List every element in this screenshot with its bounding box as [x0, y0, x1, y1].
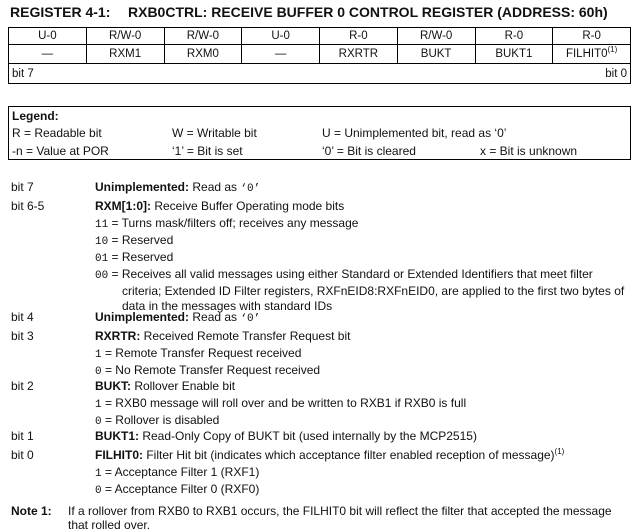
access-cell: U-0 — [9, 28, 87, 45]
option-item — [95, 396, 630, 413]
access-cell: R-0 — [320, 28, 398, 45]
legend-por: -n = Value at POR — [12, 144, 109, 158]
register-title-text: RXB0CTRL: RECEIVE BUFFER 0 CONTROL REGISTER (ADDRESS: 60h) — [128, 4, 608, 20]
option-code: 1 — [95, 399, 102, 411]
bit-desc — [95, 379, 630, 393]
filhit0-name: FILHIT0 — [565, 48, 608, 60]
option-text: = Turns mask/filters off; receives any message — [111, 216, 359, 230]
option-text: = Rollover is disabled — [104, 413, 220, 427]
option-code: 0 — [95, 485, 102, 497]
option-code: 00 — [95, 270, 109, 282]
legend-title: Legend: — [12, 109, 59, 123]
option-text: = Remote Transfer Request received — [104, 346, 302, 360]
bit-desc-text: Receive Buffer Operating mode bits — [154, 199, 345, 213]
option-text: = Reserved — [111, 250, 174, 264]
bit-desc-text: Read as — [192, 180, 238, 194]
bit-name-cell: RXRTR — [320, 45, 398, 64]
footnote-ref: (1) — [607, 45, 618, 55]
option-item — [95, 267, 630, 314]
bit-read-value: ‘0’ — [240, 183, 261, 195]
option-code: 0 — [95, 366, 102, 378]
bit-desc-text: Filter Hit bit (indicates which acceptance filter enabled reception of message) — [146, 448, 555, 462]
option-text: = No Remote Transfer Request received — [104, 363, 321, 377]
register-title — [10, 4, 630, 20]
bit-name-cell: RXM0 — [164, 45, 242, 64]
register-number: REGISTER 4-1: — [10, 4, 111, 20]
bit-name-cell: RXM1 — [86, 45, 164, 64]
bit-field-name: Unimplemented: — [95, 180, 190, 194]
bit-options — [95, 346, 630, 380]
bit-desc — [95, 429, 630, 443]
bit-label: bit 7 — [11, 180, 34, 194]
bit-label: bit 0 — [11, 448, 34, 462]
bit-field-name: BUKT1: — [95, 429, 139, 443]
bit-field-name: FILHIT0: — [95, 448, 143, 462]
bit-label: bit 3 — [11, 329, 34, 343]
legend-unimplemented: U = Unimplemented bit, read as ‘0’ — [322, 126, 507, 140]
legend-cleared: ‘0’ = Bit is cleared — [322, 144, 416, 158]
bit-desc — [95, 199, 630, 213]
bit-read-value: ‘0’ — [240, 313, 261, 325]
option-item — [95, 233, 630, 250]
option-text: = RXB0 message will roll over and be written to RXB1 if RXB0 is full — [104, 396, 467, 410]
option-text: = Acceptance Filter 1 (RXF1) — [104, 465, 260, 479]
bit-label: bit 6-5 — [11, 199, 45, 213]
option-text: = Reserved — [111, 233, 174, 247]
note-text: If a rollover from RXB0 to RXB1 occurs, the FILHIT0 bit will reflect the filter that accepted the message that rolled over. — [68, 504, 612, 532]
bit-options — [95, 396, 630, 430]
bit-name-cell: BUKT — [397, 45, 475, 64]
bit-field-name: RXRTR: — [95, 329, 141, 343]
bit-name-cell: BUKT1 — [475, 45, 553, 64]
footnote-ref: (1) — [554, 447, 565, 456]
access-row — [9, 28, 631, 45]
access-cell: R/W-0 — [164, 28, 242, 45]
option-code: 1 — [95, 349, 102, 361]
bit-desc — [95, 180, 630, 195]
register-bit-table — [8, 27, 631, 84]
legend-unknown: x = Bit is unknown — [480, 144, 578, 158]
option-item — [95, 216, 630, 233]
bit-range-cell — [9, 64, 631, 84]
legend-readable: R = Readable bit — [12, 126, 102, 140]
option-item — [95, 363, 630, 380]
option-item — [95, 250, 630, 267]
option-text: = Acceptance Filter 0 (RXF0) — [104, 482, 260, 496]
option-item — [95, 482, 630, 499]
access-cell: U-0 — [242, 28, 320, 45]
legend-box — [8, 106, 631, 160]
option-code: 1 — [95, 468, 102, 480]
legend-set: ‘1’ = Bit is set — [172, 144, 243, 158]
access-cell: R-0 — [475, 28, 553, 45]
option-code: 11 — [95, 219, 109, 231]
option-item — [95, 346, 630, 363]
bit-desc-text: Read-Only Copy of BUKT bit (used internally by the MCP2515) — [142, 429, 477, 443]
bit-desc — [95, 448, 630, 462]
bit-label: bit 1 — [11, 429, 34, 443]
bit-desc — [95, 310, 630, 325]
option-item — [95, 465, 630, 482]
bit-name-row — [9, 45, 631, 64]
access-cell: R-0 — [553, 28, 631, 45]
bit-desc-text: Read as — [192, 310, 238, 324]
note-label: Note 1: — [11, 504, 52, 518]
bit-high-label: bit 7 — [12, 67, 34, 80]
bit-options — [95, 216, 630, 314]
access-cell: R/W-0 — [86, 28, 164, 45]
bit-desc-text: Rollover Enable bit — [134, 379, 236, 393]
bit-label: bit 4 — [11, 310, 34, 324]
bit-name-cell: — — [9, 45, 87, 64]
option-text: = Receives all valid messages using either Standard or Extended Identifiers that meet filter criteria; Extended ID Filter registers, RXFnEID8:RXFnEID0, are applied to the first two bytes of data in the messages with standard IDs — [111, 267, 625, 313]
bit-low-label: bit 0 — [605, 67, 627, 80]
option-code: 01 — [95, 253, 109, 265]
legend-writable: W = Writable bit — [172, 126, 257, 140]
bit-name-cell: — — [242, 45, 320, 64]
option-item — [95, 413, 630, 430]
access-cell: R/W-0 — [397, 28, 475, 45]
bit-field-name: BUKT: — [95, 379, 131, 393]
bit-desc-text: Received Remote Transfer Request bit — [143, 329, 351, 343]
bit-field-name: RXM[1:0]: — [95, 199, 151, 213]
bit-desc — [95, 329, 630, 343]
bit-options — [95, 465, 630, 499]
bit-field-name: Unimplemented: — [95, 310, 190, 324]
option-code: 0 — [95, 416, 102, 428]
bit-range-row — [9, 64, 631, 84]
option-code: 10 — [95, 236, 109, 248]
bit-label: bit 2 — [11, 379, 34, 393]
bit-name-cell-filhit0 — [553, 45, 631, 64]
